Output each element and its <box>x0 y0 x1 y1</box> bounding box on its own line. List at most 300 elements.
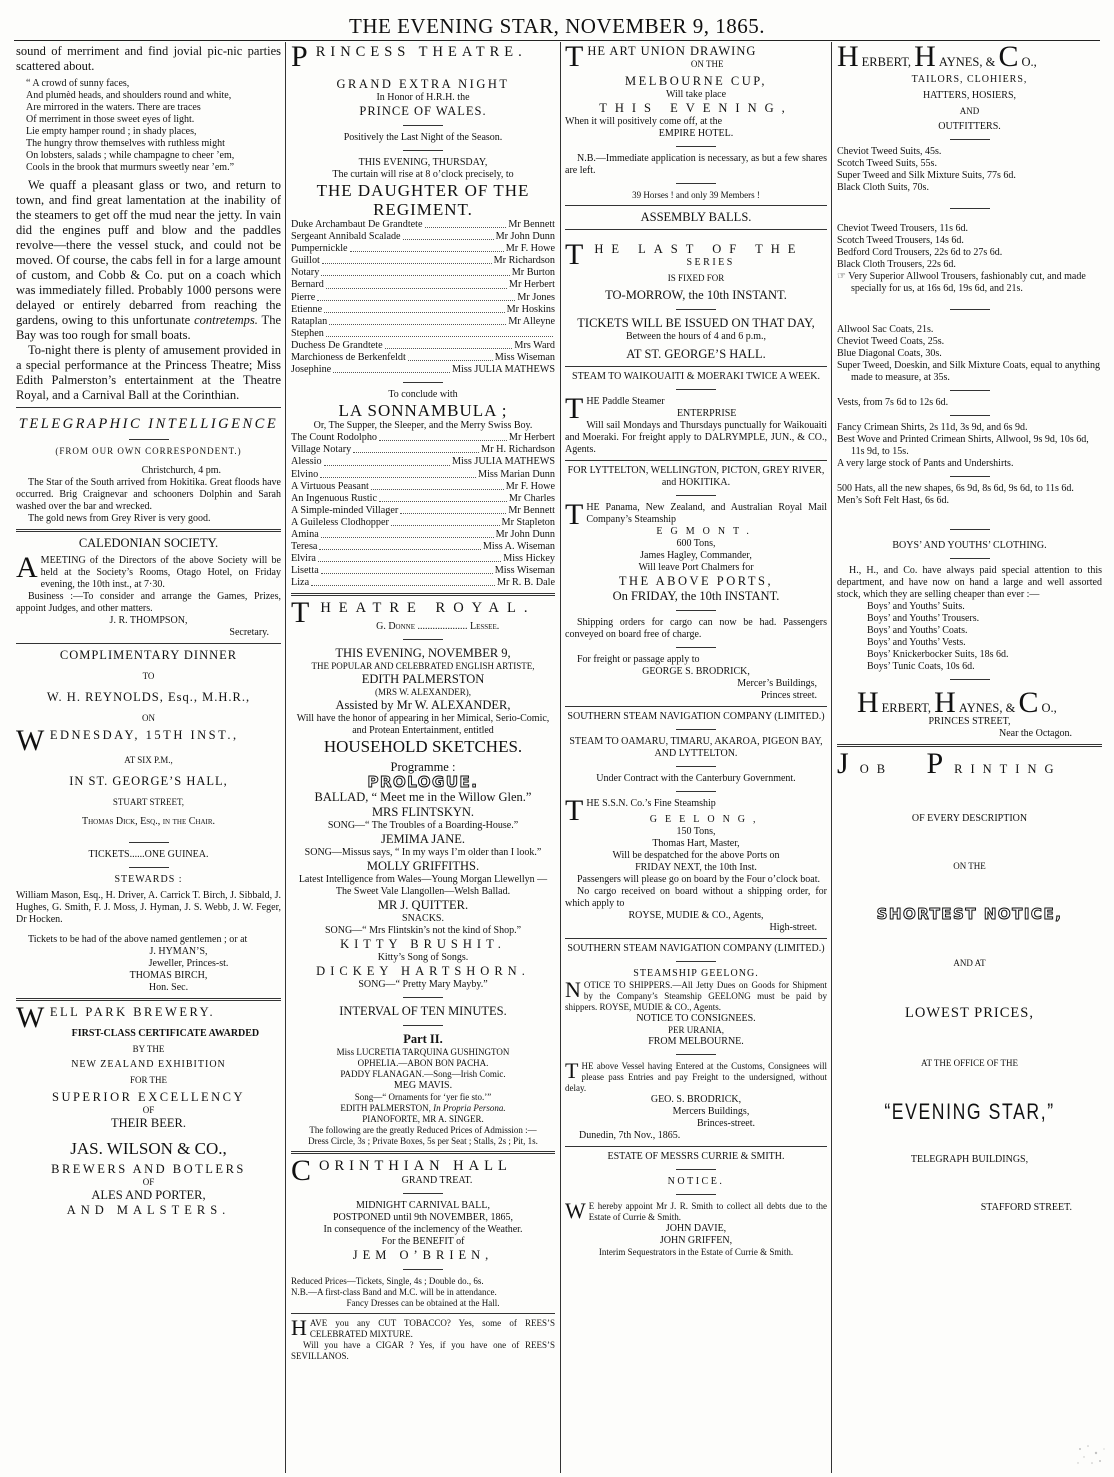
cast-actor: Mr John Dunn <box>495 528 555 540</box>
price-line: Scotch Tweed Trousers, 14s 6d. <box>837 235 964 246</box>
interim: Interim Sequestrators in the Estate of Currie & Smith. <box>598 1247 794 1257</box>
panama-line <box>565 498 827 531</box>
art-evening: THIS EVENING, <box>599 101 793 115</box>
heading-part: O., <box>1021 55 1037 69</box>
drop-cap: T <box>565 1058 579 1083</box>
song: SONG—“ Mrs Flintskin’s not the kind of Shop.” <box>324 925 522 937</box>
notice-shippers <box>565 977 827 1013</box>
brewery-heading-text: ELL PARK BREWERY. <box>49 1005 216 1019</box>
ball-nb: N.B.—A first-class Band and M.C. will be in attendance. <box>291 1287 497 1298</box>
tobacco-text: AVE you any CUT TOBACCO? Yes, some of REES’S CELEBRATED MIXTURE. <box>309 1318 555 1340</box>
royse: ROYSE, MUDIE & CO., Agents, <box>628 910 764 921</box>
song: Latest Intelligence from Wales—Young Morgan Llewellyn — The Sweet Vale Llangollen—Welsh Ballad. <box>298 874 548 898</box>
cast-role: An Ingenuous Rustic <box>291 492 378 504</box>
price-line: Super Tweed and Silk Mixture Suits, 77s 6d. <box>837 170 1016 181</box>
cast-actor: Mr R. B. Dale <box>496 577 555 589</box>
master: Thomas Hart, Master, <box>652 838 740 849</box>
price-line: Cheviot Tweed Trousers, 11s 6d. <box>837 223 968 234</box>
leader-dots <box>353 444 479 453</box>
cast-actor: Mr F. Howe <box>505 243 555 255</box>
cast-role: Lisetta <box>291 565 319 577</box>
character: DICKEY HARTSHORN. <box>316 964 530 979</box>
leader-dots <box>326 328 553 337</box>
cast-row <box>291 231 555 243</box>
leader-dots <box>317 292 515 301</box>
dinner-date <box>16 724 281 757</box>
list-item: Boys’ Knickerbocker Suits, 18s 6d. <box>867 649 1009 660</box>
list-item: Boys’ and Youths’ Suits. <box>867 601 965 612</box>
above-ports: THE ABOVE PORTS, <box>618 574 774 588</box>
leader-dots <box>379 432 507 441</box>
drop-cap: N <box>565 977 581 1002</box>
cast-row <box>291 279 555 291</box>
art-when: When it will positively come off, at the <box>565 116 723 127</box>
song: SONG—Missus says, “ In my ways I’m older than I look.” <box>304 847 542 859</box>
cast-role: Pierre <box>291 291 316 303</box>
price-line: A very large stock of Pants and Undershirts. <box>837 458 1014 469</box>
drop-cap: H <box>857 686 879 719</box>
lessee: G. Donne .................... Lessee. <box>376 621 500 633</box>
benefit: For the BENEFIT of <box>381 1236 465 1248</box>
leader-dots <box>379 493 507 502</box>
cast-role: Liza <box>291 577 310 589</box>
art-nb: N.B.—Immediate application is necessary, as but a few shares are left. <box>565 153 827 176</box>
leader-dots <box>318 553 501 562</box>
cast-role: Notary <box>291 267 320 279</box>
leader-dots <box>311 577 495 586</box>
freight-apply: For freight or passage apply to <box>577 654 700 665</box>
per-urania: PER URANIA, <box>667 1025 724 1035</box>
cast-row <box>291 541 555 553</box>
between-hours: Between the hours of 4 and 6 p.m., <box>626 331 766 342</box>
cast-role: Bernard <box>291 279 324 291</box>
commander: James Hagley, Commander, <box>640 550 752 561</box>
prices: Dress Circle, 3s ; Private Boxes, 5s per Seat ; Stalls, 2s ; Pit, 1s. <box>308 1136 538 1147</box>
cast-row <box>291 255 555 267</box>
st-georges-hall: AT ST. GEORGE’S HALL. <box>626 347 766 361</box>
list-item: Boys’ and Youths’ Trousers. <box>867 613 980 624</box>
dateline: Christchurch, 4 pm. <box>141 465 221 476</box>
tickets-issued: TICKETS WILL BE ISSUED ON THAT DAY, <box>577 316 815 330</box>
drop-cap: T <box>291 596 318 630</box>
shipping-orders: Shipping orders for cargo can now be had. Passengers conveyed on board free of charge. <box>565 617 827 640</box>
cast-row <box>291 517 555 529</box>
play-title: THE DAUGHTER OF THE REGIMENT. <box>316 181 530 219</box>
grand-treat: GRAND TREAT. <box>401 1175 473 1187</box>
list-item: Boys’ and Youths’ Vests. <box>867 637 966 648</box>
cast-row <box>291 267 555 279</box>
telegraphic-body: The gold news from Grey River is very good. <box>28 513 211 524</box>
price-line: Allwool Sac Coats, 21s. <box>837 324 934 335</box>
ssn-text: HE S.S.N. Co.’s Fine Steamship <box>586 798 716 809</box>
cast-role: Stephen <box>291 327 324 339</box>
cast-role: Teresa <box>291 541 318 553</box>
cast-actor: Mr Alleyne <box>508 315 555 327</box>
notice-shippers-text: OTICE TO SHIPPERS.—All Jetty Dues on Goods for Shipment by the Company’s Steamship GEELONG must be paid by shippers. ROYSE, MUDIE & CO., Agents. <box>565 980 827 1012</box>
play-title: LA SONNAMBULA ; <box>338 401 508 421</box>
heading-part: RINTING <box>954 762 1062 776</box>
cast-actor: Mr Herbert <box>508 432 555 444</box>
leader-dots <box>403 231 494 240</box>
shortest-notice: SHORTEST NOTICE, <box>876 905 1063 923</box>
cast-actor: Miss Wiseman <box>494 352 555 364</box>
column-divider <box>285 42 286 1473</box>
cast-role: A Virtuous Peasant <box>291 480 369 492</box>
cast-actor: Mr H. Richardson <box>481 444 555 456</box>
part-two-line: PADDY FLANAGAN.—Song—Irish Comic. <box>340 1069 506 1080</box>
leader-dots <box>425 219 507 228</box>
cast-row <box>291 243 555 255</box>
telegraphic-body: The Star of the South arrived from Hokitika. Great floods have occurred. Brig Craignevar and schooners Dolphin and Sarah washed over the bar and wrecked. <box>16 477 281 512</box>
cast-role: Etienne <box>291 303 323 315</box>
every-description: OF EVERY DESCRIPTION <box>911 813 1028 824</box>
art-union-text: HE ART UNION DRAWING <box>587 44 757 58</box>
drop-cap: C <box>1018 686 1039 719</box>
southern-heading: SOUTHERN STEAM NAVIGATION COMPANY (LIMITED.) <box>567 711 825 722</box>
brodrick-address: Mercer’s Buildings, <box>737 678 817 689</box>
article-text <box>16 178 281 343</box>
brewery-exhibition: NEW ZEALAND EXHIBITION <box>71 1059 226 1070</box>
cast-row <box>291 529 555 541</box>
character: MR J. QUITTER. <box>377 898 469 913</box>
leader-dots <box>329 316 506 325</box>
fixed-for: IS FIXED FOR <box>667 273 725 283</box>
egmont: EGMONT. <box>656 526 757 537</box>
cast-actor: Mr Burton <box>511 267 555 279</box>
dinner-street: STUART STREET, <box>112 797 185 807</box>
corinthian-heading-text: ORINTHIAN HALL <box>319 1158 512 1175</box>
office-of: AT THE OFFICE OF THE <box>920 1057 1018 1068</box>
telegraphic-subheading: (FROM OUR OWN CORRESPONDENT.) <box>55 446 242 456</box>
postponed: POSTPONED until 9th NOVEMBER, 1865, <box>332 1212 513 1224</box>
part-two-line: OPHELIA.—ABON BON PACHA. <box>357 1058 489 1069</box>
leader-dots <box>324 304 504 313</box>
drop-cap: W <box>565 1198 586 1223</box>
cast-role: Pumpernickle <box>291 243 348 255</box>
dinner-chair: Thomas Dick, Esq., in the Chair. <box>82 816 215 827</box>
cast-row <box>291 505 555 517</box>
poem-line: “ A crowd of sunny faces, <box>26 78 130 89</box>
leader-dots <box>371 481 504 490</box>
and: AND <box>959 106 980 116</box>
carnival-ball: MIDNIGHT CARNIVAL BALL, <box>356 1200 490 1212</box>
near-octagon: Near the Octagon. <box>998 728 1072 739</box>
cast-role: Guillot <box>291 255 320 267</box>
honor2: Will have the honor of appearing in her Mimical, Serio-Comic, and Protean Entertainment, entitled <box>296 713 550 737</box>
cast-row <box>291 577 555 589</box>
friday: On FRIDAY, the 10th INSTANT. <box>612 589 780 603</box>
song: Kitty’s Song of Songs. <box>377 952 469 964</box>
dinner-date-text: EDNESDAY, 15TH INST., <box>49 728 239 742</box>
herbert-haynes-signature <box>837 686 1102 719</box>
birch-title: Hon. Sec. <box>148 982 189 993</box>
job-printing-heading <box>837 747 1102 780</box>
on-the: ON THE <box>953 861 986 871</box>
geo-brodrick: GEO. S. BRODRICK, <box>650 1094 742 1105</box>
oamaru-heading: STEAM TO OAMARU, TIMARU, AKAROA, PIGEON BAY, AND LYTTELTON. <box>569 736 823 759</box>
part-two-italic: In Propria Persona. <box>433 1103 506 1114</box>
lowest-prices: LOWEST PRICES, <box>905 1004 1034 1021</box>
cast-row <box>291 456 555 468</box>
song: SONG—“ Pretty Mary Mayby.” <box>358 979 488 991</box>
play-subtitle: Or, The Supper, the Sleeper, and the Merry Swiss Boy. <box>313 420 533 432</box>
evening-star: “EVENING STAR,” <box>884 1098 1055 1124</box>
part-two-line: Song—“ Ornaments for ‘yer fie sto.’” <box>354 1092 492 1103</box>
price-line: 500 Hats, all the new shapes, 6s 9d, 8s 6d, 9s 6d, to 11s 6d. <box>837 483 1074 494</box>
prince-of-wales: PRINCE OF WALES. <box>359 104 487 118</box>
last-series-text: HE LAST OF THE <box>594 242 804 256</box>
princess-heading-text: RINCESS THEATRE. <box>315 44 527 60</box>
royal-popular: THE POPULAR AND CELEBRATED ENGLISH ARTISTE, <box>311 661 535 672</box>
heading-part: OB <box>859 762 894 776</box>
drop-cap: C <box>998 44 1019 73</box>
cast-actor: Mr Herbert <box>508 279 555 291</box>
heading-part: ERBERT, <box>881 701 932 715</box>
song: SONG—“ The Troubles of a Boarding-House.” <box>327 820 519 832</box>
cast-row <box>291 481 555 493</box>
leader-dots <box>391 517 500 526</box>
poem-line: Of merriment in those sweet eyes of light. <box>26 114 195 125</box>
caledonian-business: Business :—To consider and arrange the Games, Prizes, appoint Judges, and other matters. <box>16 591 281 614</box>
cast-role: Amina <box>291 528 319 540</box>
cast-role: Rataplan <box>291 315 328 327</box>
heading-part: O., <box>1041 701 1057 715</box>
price-line: Cheviot Tweed Coats, 25s. <box>837 336 945 347</box>
series: SERIES <box>686 257 735 268</box>
cast-row <box>291 565 555 577</box>
column-4 <box>837 44 1102 1471</box>
dinner-heading: COMPLIMENTARY DINNER <box>59 648 238 662</box>
signature: J. R. THOMPSON, <box>109 615 188 626</box>
assisted: Assisted by Mr W. ALEXANDER, <box>335 698 511 713</box>
cast-row <box>291 304 555 316</box>
poem-line: Lie empty hamper round ; in shady places, <box>26 126 197 137</box>
cast-actor: Mr Hoskins <box>506 303 555 315</box>
price-line: Cheviot Tweed Suits, 45s. <box>837 146 942 157</box>
estate-text: E hereby appoint Mr J. R. Smith to collect all debts due to the Estate of Currie & Smith. <box>588 1201 827 1222</box>
drop-cap: P <box>291 44 313 73</box>
cast-row <box>291 316 555 328</box>
article-text-italic: contretemps. <box>194 313 258 327</box>
hatters: HATTERS, HOSIERS, <box>922 90 1017 101</box>
column-divider <box>831 42 832 1473</box>
price-line: Bedford Cord Trousers, 22s 6d to 27s 6d. <box>837 247 1003 258</box>
heading-part: AYNES, & <box>938 55 996 69</box>
estate-body <box>565 1198 827 1223</box>
stafford-street: STAFFORD STREET. <box>980 1202 1072 1214</box>
vessel-notice <box>565 1058 827 1094</box>
mercers-buildings: Mercers Buildings, <box>672 1106 750 1117</box>
cast-row <box>291 328 555 340</box>
caledonian-text: MEETING of the Directors of the above Society will be held at the Society’s Rooms, Otago Hotel, on Friday evening, the 10th inst., at 7·30. <box>40 555 281 590</box>
melbourne-cup: MELBOURNE CUP, <box>625 74 767 88</box>
heading-part: AYNES, & <box>958 701 1016 715</box>
telegraph-buildings: TELEGRAPH BUILDINGS, <box>910 1154 1029 1166</box>
price-line: Scotch Tweed Suits, 55s. <box>837 158 937 169</box>
telegraphic-heading: TELEGRAPHIC INTELLIGENCE <box>18 416 279 432</box>
cast-row <box>291 292 555 304</box>
ballad: BALLAD, “ Meet me in the Willow Glen.” <box>314 790 532 805</box>
princes-street: PRINCES STREET, <box>928 716 1011 727</box>
dinner-place: IN ST. GEORGE’S HALL, <box>69 774 228 788</box>
grand-extra-night: GRAND EXTRA NIGHT <box>336 77 510 91</box>
poem-line: The hungry throw themselves with ruthless might <box>26 138 225 149</box>
art-will: Will take place <box>665 89 727 100</box>
drop-cap: W <box>16 1001 47 1034</box>
article-text: To-night there is plenty of amusement provided in a special performance at the Princess Theatre; Miss Edith Palmerston’s entertainment at the Theatre Royal, and a Carnival Ball at the Corinthian. <box>16 343 281 402</box>
inclemency: In consequence of the inclemency of the Weather. <box>323 1224 523 1236</box>
stewards-list: William Mason, Esq., H. Driver, A. Carrick T. Birch, J. Sibbald, J. Hughes, G. Smith, F. J. Moss, J. Hyman, J. S. Webb, J. W. Feger, Dr Hocken. <box>16 890 281 925</box>
empire-hotel: EMPIRE HOTEL. <box>658 128 734 139</box>
part-two-line: Miss LUCRETIA TARQUINA GUSHINGTON <box>336 1047 510 1058</box>
notice-consignees: NOTICE TO CONSIGNEES. <box>636 1013 756 1024</box>
leader-dots <box>333 364 450 373</box>
edith-alias: (MRS W. ALEXANDER), <box>374 687 471 698</box>
cast-role: Duke Archambaut De Grandtete <box>291 219 423 230</box>
price-line: ☞ Very Superior Allwool Trousers, fashionably cut, and made specially for us, at 16s 6d, 19s 6d, and 21s. <box>837 271 1086 294</box>
contract: Under Contract with the Canterbury Government. <box>596 773 796 784</box>
cast-role: Elvira <box>291 553 316 565</box>
geelong: GEELONG, <box>649 814 764 825</box>
royal-date: THIS EVENING, NOVEMBER 9, <box>335 646 511 661</box>
paper-stain-mark <box>1070 1441 1110 1469</box>
masthead: THE EVENING STAR, NOVEMBER 9, 1865. <box>349 14 765 38</box>
cast-role: A Guileless Clodhopper <box>291 516 389 528</box>
part-two-line: MEG MAVIS. <box>393 1080 453 1092</box>
tons2: 150 Tons, <box>676 826 716 837</box>
davie: JOHN DAVIE, <box>665 1223 727 1234</box>
royal-heading-text: HEATRE ROYAL. <box>320 600 536 617</box>
cast-role: Duchess De Grandtete <box>291 339 383 351</box>
cast-role: A Simple-minded Villager <box>291 504 399 516</box>
no-cargo: No cargo received on board without a shipping order, for which apply to <box>565 886 827 909</box>
high-street: High-street. <box>769 922 817 933</box>
stewards-tickets: Tickets to be had of the above named gentlemen ; or at <box>28 934 248 945</box>
southern-heading-2: SOUTHERN STEAM NAVIGATION COMPANY (LIMITED.) <box>567 943 825 954</box>
passengers: Passengers will please go on board by the Four o’clock boat. <box>577 874 821 885</box>
ball-prices: Reduced Prices—Tickets, Single, 4s ; Double do., 6s. <box>291 1276 484 1287</box>
brewery-superior: SUPERIOR EXCELLENCY <box>52 1090 245 1104</box>
drop-cap: H <box>291 1315 307 1341</box>
herbert-haynes-heading <box>837 44 1102 73</box>
leader-dots <box>324 456 450 465</box>
cast-row <box>291 340 555 352</box>
cast-actor: Miss Marian Dunn <box>478 468 555 480</box>
lyttelton-heading: FOR LYTTELTON, WELLINGTON, PICTON, GREY RIVER, and HOKITIKA. <box>567 465 825 488</box>
character: MRS FLINTSKYN. <box>371 805 475 820</box>
honor-line: In Honor of H.R.H. the <box>376 92 470 103</box>
tobacco-ad <box>291 1315 555 1341</box>
tailors: TAILORS, CLOHIERS, <box>911 74 1028 85</box>
price-line: Black Cloth Suits, 70s. <box>837 182 929 193</box>
panama-text: HE Panama, New Zealand, and Australian Royal Mail Company’s Steamship <box>586 502 827 525</box>
interval: INTERVAL OF TEN MINUTES. <box>339 1004 507 1019</box>
drop-cap: C <box>291 1154 317 1188</box>
tomorrow: TO-MORROW, the 10th INSTANT. <box>605 288 787 302</box>
cast-actor: Miss JULIA MATHEWS <box>451 456 555 468</box>
drop-cap: T <box>565 44 585 73</box>
cast-actor: Mr Richardson <box>493 255 555 267</box>
article-text-span: We quaff a pleasant glass or two, and return to town, and find great lamentation at the inability of the steamers to get off the mud near the jetty. In vain did the engines puff and blow and the paddles revolve—there the vessel stuck, and could not be moved. Of course, the cabs fell in for a large amount of custom, and Cobb & Co. put on a coach which was immediately filled. Probably 1000 persons were delayed or entirely debarred from reaching the gardens, owing to this unfortunate <box>16 178 281 327</box>
drop-cap: H <box>837 44 859 73</box>
column-3 <box>565 44 827 1471</box>
steamship-geelong: STEAMSHIP GEELONG. <box>633 968 759 979</box>
boys-body: H., H., and Co. have always paid special attention to this department, and have now on hand a large and well assorted stock, which they are selling cheaper than ever :— <box>837 565 1102 600</box>
cast-actor: Mr Bennett <box>508 219 555 230</box>
leader-dots <box>319 541 480 550</box>
leader-dots <box>321 529 494 538</box>
cast-role: Marchioness de Berkenfeldt <box>291 352 406 364</box>
enterprise-name: ENTERPRISE <box>676 408 737 419</box>
price-line: Vests, from 7s 6d to 12s 6d. <box>837 397 949 408</box>
brewery-beer: THEIR BEER. <box>111 1116 186 1130</box>
chalmers: Will leave Port Chalmers for <box>638 562 754 573</box>
cast-actor: Mr John Dunn <box>495 231 555 243</box>
price-line: Best Wove and Printed Crimean Shirts, Allwool, 9s 9d, 10s 6d, 11s 9d, to 15s. <box>837 434 1089 457</box>
signature-title: Secretary. <box>229 627 269 638</box>
part-two-text: EDITH PALMERSTON, <box>340 1103 434 1114</box>
last-night: Positively the Last Night of the Season. <box>343 132 503 143</box>
character: KITTY BRUSHIT. <box>340 937 506 952</box>
enterprise-body: Will sail Mondays and Thursdays punctually for Waikouaiti and Moeraki. For freight apply to DALRYMPLE, JUN., & CO., Agents. <box>565 420 827 455</box>
price-line: Men’s Soft Felt Hast, 6s 6d. <box>837 495 949 506</box>
poem-line: Are mirrored in the waters. There are traces <box>26 102 201 113</box>
boys-heading: BOYS’ AND YOUTHS’ CLOTHING. <box>892 540 1047 551</box>
price-line: Black Cloth Trousers, 22s 6d. <box>837 259 956 270</box>
this-evening: THIS EVENING, THURSDAY, <box>358 157 488 168</box>
vessel-text: HE above Vessel having Entered at the Customs, Consignees will please pass Entries and pay Freight to the undersigned, without delay. <box>565 1061 827 1093</box>
price-line: Super Tweed, Doeskin, and Silk Mixture Coats, equal to anything made to measure, at 35s. <box>837 360 1100 383</box>
column-1 <box>16 44 281 1471</box>
prices-intro: The following are the greatly Reduced Prices of Admission :— <box>309 1125 537 1136</box>
and-at: AND AT <box>953 957 986 968</box>
assembly-balls: ASSEMBLY BALLS. <box>640 210 752 224</box>
cast-row <box>291 469 555 481</box>
griffen: JOHN GRIFFEN, <box>659 1235 733 1246</box>
despatched: Will be despatched for the above Ports on <box>612 850 780 861</box>
edith: EDITH PALMERSTON <box>361 672 485 687</box>
list-item: Boys’ Tunic Coats, 10s 6d. <box>867 661 975 672</box>
princess-theatre-heading <box>291 44 555 73</box>
cast-role: Elvino <box>291 468 319 480</box>
dinner-tickets: TICKETS......ONE GUINEA. <box>88 849 209 860</box>
art-on: ON THE <box>690 59 724 69</box>
curtain: The curtain will rise at 8 o’clock precisely, to <box>332 169 514 180</box>
hyman: J. HYMAN’S, <box>149 946 208 957</box>
cast-row <box>291 553 555 565</box>
cast-actor: Mrs Ward <box>514 339 555 351</box>
cast-role: Village Notary <box>291 444 352 456</box>
brewery-by: BY THE <box>132 1044 165 1054</box>
cast-actor: Miss A. Wiseman <box>482 541 555 553</box>
column-2 <box>291 44 555 1471</box>
drop-cap: T <box>565 392 584 425</box>
article-text-span: The Bay was too rough for small boats. <box>16 313 281 342</box>
cast-row <box>291 444 555 456</box>
character: JEMIMA JANE. <box>380 832 466 847</box>
dinner-time: AT SIX P.M., <box>124 755 173 765</box>
drop-cap: H <box>914 44 936 73</box>
poem-line: Cools in the brook that murmurs sweetly near ’em.” <box>26 162 235 173</box>
from-melbourne: FROM MELBOURNE. <box>648 1036 744 1047</box>
cast-row <box>291 352 555 364</box>
brewery-malsters: AND MALSTERS. <box>66 1203 231 1217</box>
cast-actor: Miss JULIA MATHEWS <box>451 364 555 376</box>
leader-dots <box>322 255 492 264</box>
brewery-trade: BREWERS AND BOTLERS <box>51 1162 246 1176</box>
brinces-street: Brinces-street. <box>696 1118 756 1129</box>
cast-actor: Mr Charles <box>508 492 555 504</box>
